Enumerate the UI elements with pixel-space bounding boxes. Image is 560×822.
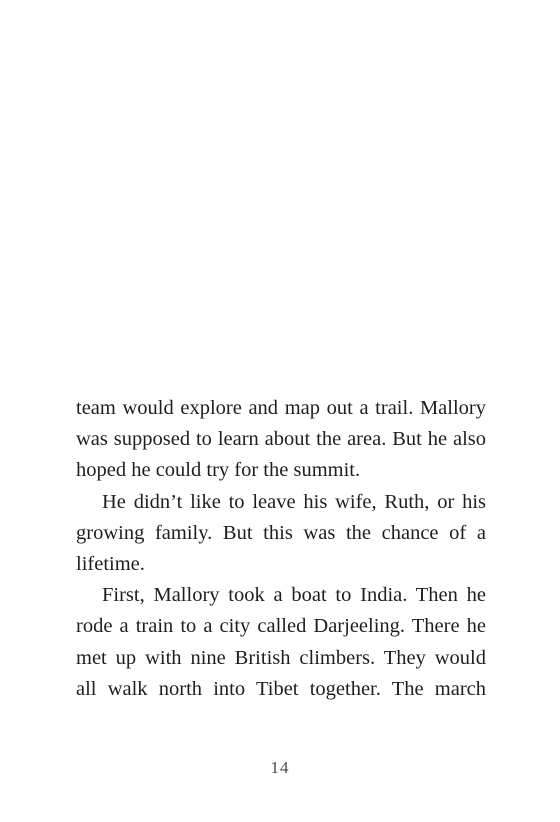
text-line: hoped he could try for the summit.: [76, 459, 361, 482]
text-line: all walk north into Tibet together. The march: [76, 677, 486, 700]
paragraph: [76, 393, 486, 487]
text-line: growing family. But this was the chance of a: [76, 521, 486, 544]
body-text: [76, 393, 486, 705]
text-line: team would explore and map out a trail. Mallory: [76, 397, 486, 419]
page-number: 14: [270, 758, 290, 777]
text-line: met up with nine British climbers. They would: [76, 646, 486, 669]
text-line: He didn’t like to leave his wife, Ruth, or his: [102, 490, 486, 513]
paragraph: [76, 487, 486, 581]
text-line: was supposed to learn about the area. But he also: [76, 428, 486, 451]
paragraph: [76, 580, 486, 705]
text-line: First, Mallory took a boat to India. Then he: [102, 584, 486, 607]
text-line: lifetime.: [76, 552, 145, 575]
text-line: rode a train to a city called Darjeeling. There he: [76, 615, 486, 638]
